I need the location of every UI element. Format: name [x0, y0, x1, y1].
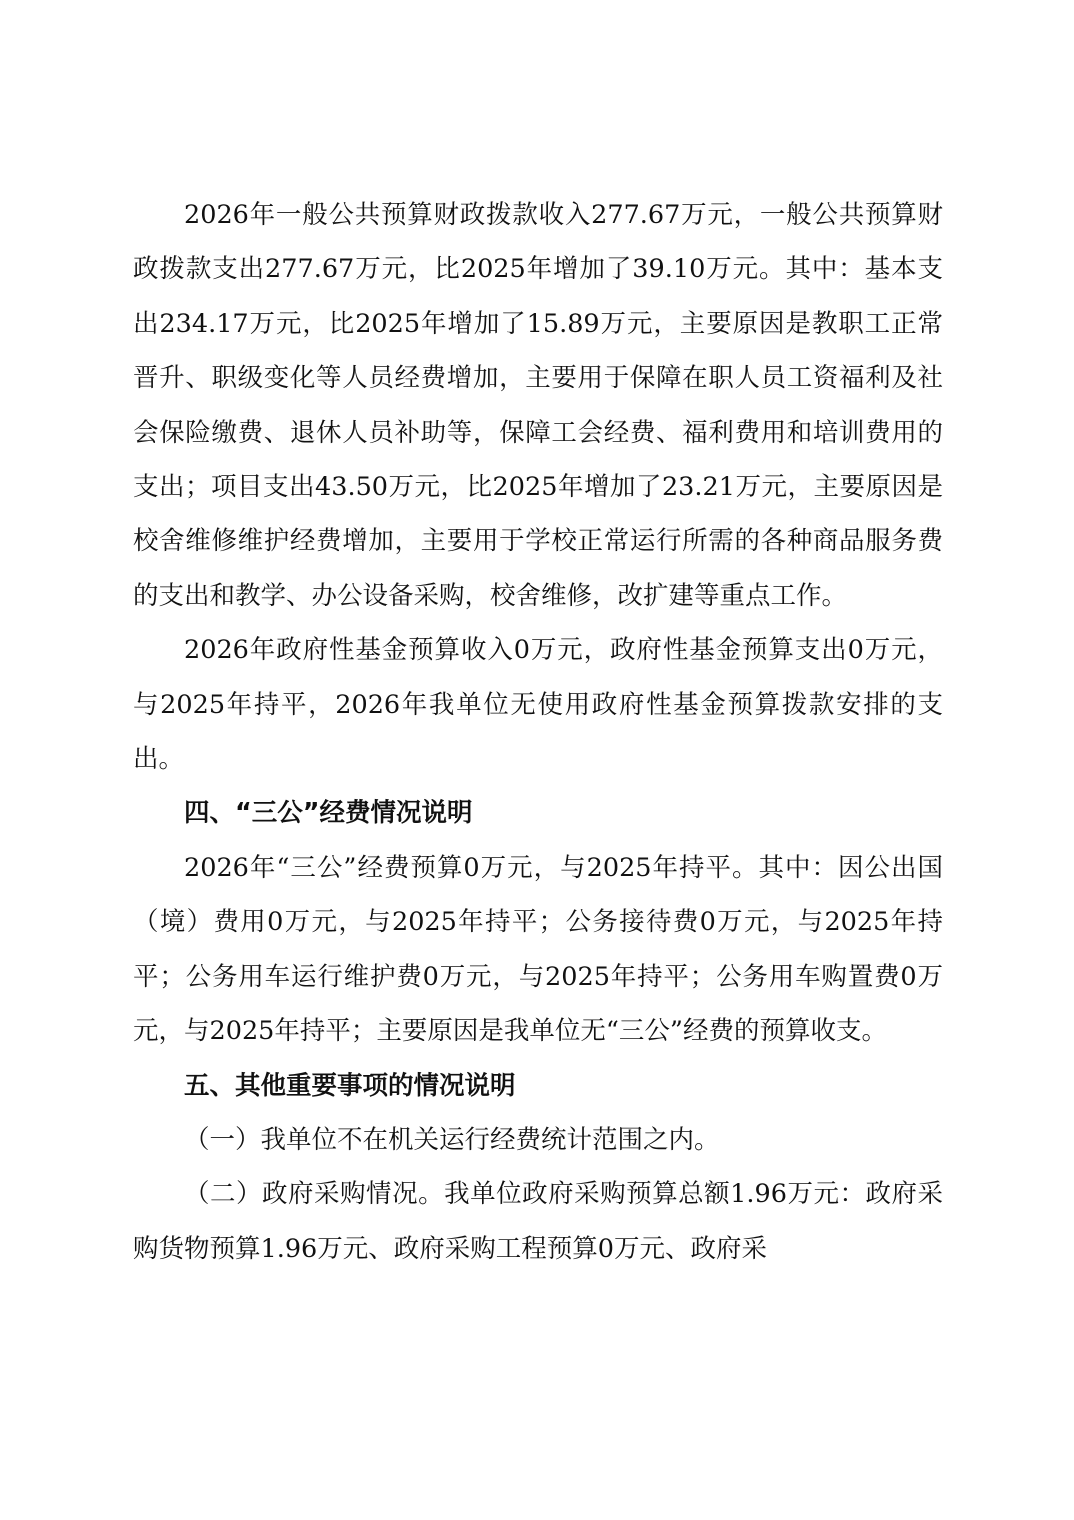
document-body — [133, 188, 943, 1276]
paragraph-operating-funds: （一）我单位不在机关运行经费统计范围之内。 — [184, 1124, 720, 1155]
heading-other-matters: 五、其他重要事项的情况说明 — [184, 1070, 516, 1101]
paragraph-three-public-expenses: 2026年“三公”经费预算0万元，与2025年持平。其中：因公出国（境）费用0万元，与2025年持平；公务接待费0万元，与2025年持平；公务用车运行维护费0万元，与2025年持平；公务用车购置费0万元，与2025年持平；主要原因是我单位无“三公”经费的预算收支。 — [133, 852, 943, 1047]
paragraph-government-fund: 2026年政府性基金预算收入0万元，政府性基金预算支出0万元，与2025年持平，2026年我单位无使用政府性基金预算拨款安排的支出。 — [133, 635, 943, 775]
paragraph-general-budget: 2026年一般公共预算财政拨款收入277.67万元，一般公共预算财政拨款支出277.67万元，比2025年增加了39.10万元。其中：基本支出234.17万元，比2025年增加了15.89万元，主要原因是教职工正常晋升、职级变化等人员经费增加，主要用于保障在职人员工资福利及社会保险缴费、退休人员补助等，保障工会经费、福利费用和培训费用的支出；项目支出43.50万元，比2025年增加了23.21万元，主要原因是校舍维修维护经费增加，主要用于学校正常运行所需的各种商品服务费的支出和教学、办公设备采购，校舍维修，改扩建等重点工作。 — [133, 200, 943, 611]
heading-three-public-expenses: 四、“三公”经费情况说明 — [184, 798, 473, 829]
paragraph-government-procurement: （二）政府采购情况。我单位政府采购预算总额1.96万元：政府采购货物预算1.96万元、政府采购工程预算0万元、政府采 — [133, 1179, 943, 1264]
